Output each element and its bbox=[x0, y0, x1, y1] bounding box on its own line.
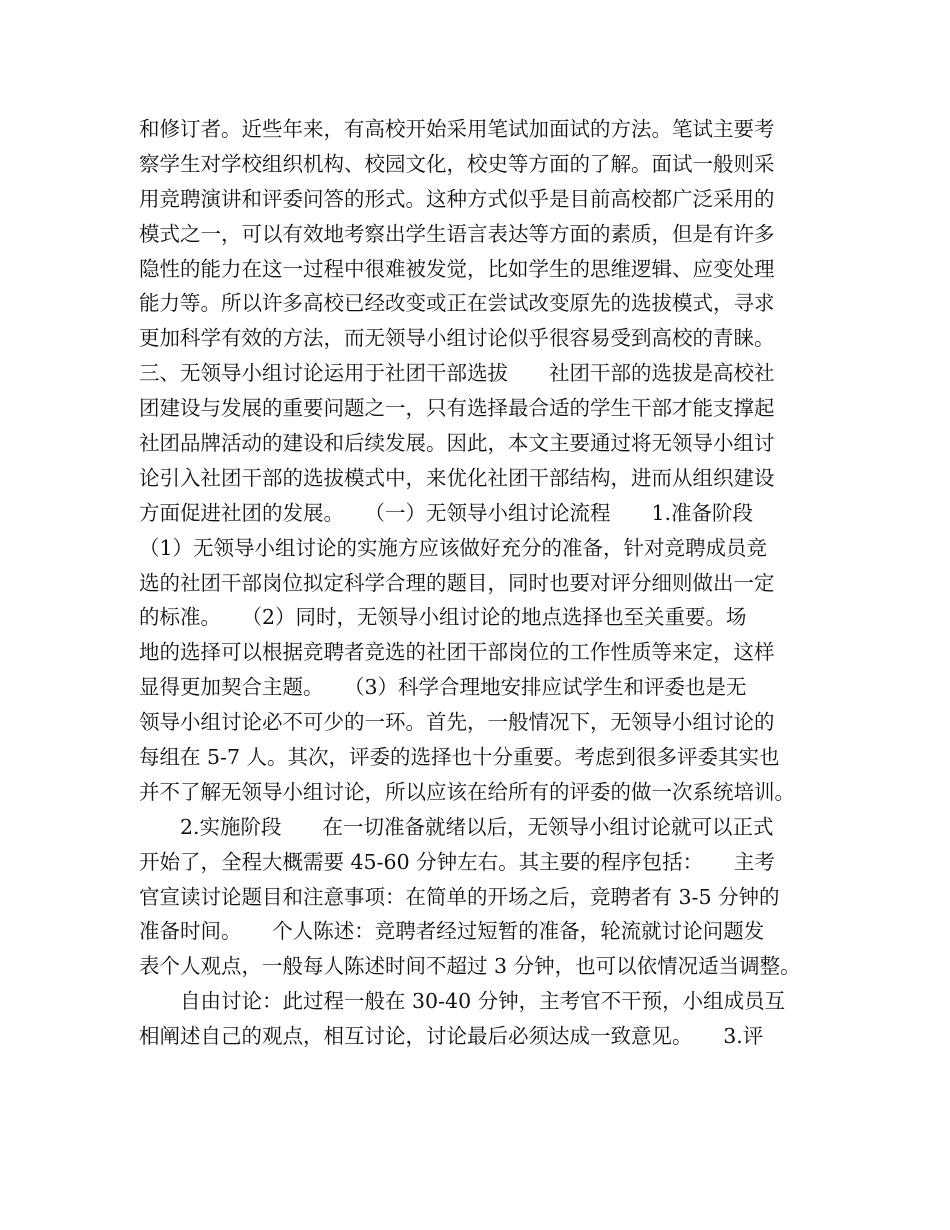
text-line: 选的社团干部岗位拟定科学合理的题目，同时也要对评分细则做出一定 bbox=[139, 570, 775, 595]
text-line: 官宣读讨论题目和注意事项：在简单的开场之后，竞聘者有 3-5 分钟的 bbox=[139, 884, 780, 909]
text-line: 每组在 5-7 人。其次，评委的选择也十分重要。考虑到很多评委其实也 bbox=[139, 745, 780, 770]
text-line: 2.实施阶段 在一切准备就绪以后，无领导小组讨论就可以正式 bbox=[139, 814, 774, 839]
subsection-heading-line: 方面促进社团的发展。 （一）无领导小组讨论流程 1.准备阶段 bbox=[139, 500, 754, 525]
text-line: （1）无领导小组讨论的实施方应该做好充分的准备，针对竞聘成员竞 bbox=[139, 535, 768, 560]
text-line: 和修订者。近些年来，有高校开始采用笔试加面试的方法。笔试主要考 bbox=[139, 117, 775, 141]
text-line: 更加科学有效的方法，而无领导小组讨论似乎很容易受到高校的青睐。 bbox=[139, 326, 775, 351]
text-line: 地的选择可以根据竞聘者竞选的社团干部岗位的工作性质等来定，这样 bbox=[139, 640, 775, 665]
text-line: 团建设与发展的重要问题之一，只有选择最合适的学生干部才能支撑起 bbox=[139, 396, 775, 421]
text-line: 论引入社团干部的选拔模式中，来优化社团干部结构，进而从组织建设 bbox=[139, 465, 775, 490]
text-line: 相阐述自己的观点，相互讨论，讨论最后必须达成一致意见。 3.评 bbox=[139, 1024, 764, 1049]
text-line: 并不了解无领导小组讨论，所以应该在给所有的评委的做一次系统培训。 bbox=[139, 779, 795, 804]
text-line: 的标准。 （2）同时，无领导小组讨论的地点选择也至关重要。场 bbox=[139, 605, 747, 630]
text-line: 开始了，全程大概需要 45-60 分钟左右。其主要的程序包括： 主考 bbox=[139, 849, 775, 874]
text-line: 领导小组讨论必不可少的一环。首先，一般情况下，无领导小组讨论的 bbox=[139, 710, 775, 735]
text-line: 显得更加契合主题。 （3）科学合理地安排应试学生和评委也是无 bbox=[139, 675, 747, 700]
text-line: 察学生对学校组织机构、校园文化，校史等方面的了解。面试一般则采 bbox=[139, 151, 775, 176]
text-line: 模式之一，可以有效地考察出学生语言表达等方面的素质，但是有许多 bbox=[139, 221, 775, 246]
text-line: 自由讨论：此过程一般在 30-40 分钟，主考官不干预，小组成员互 bbox=[139, 989, 786, 1014]
text-line: 社团品牌活动的建设和后续发展。因此，本文主要通过将无领导小组讨 bbox=[139, 431, 775, 456]
text-line: 准备时间。 个人陈述：竞聘者经过短暂的准备，轮流就讨论问题发 bbox=[139, 919, 765, 944]
text-line: 能力等。所以许多高校已经改变或正在尝试改变原先的选拔模式，寻求 bbox=[139, 291, 775, 316]
text-line: 隐性的能力在这一过程中很难被发觉，比如学生的思维逻辑、应变处理 bbox=[139, 256, 775, 281]
text-line: 用竞聘演讲和评委问答的形式。这种方式似乎是目前高校都广泛采用的 bbox=[139, 186, 775, 211]
section-heading-line: 三、无领导小组讨论运用于社团干部选拔 社团干部的选拔是高校社 bbox=[139, 361, 775, 386]
body-text bbox=[139, 112, 829, 1054]
text-line: 表个人观点，一般每人陈述时间不超过 3 分钟，也可以依情况适当调整。 bbox=[139, 954, 801, 979]
